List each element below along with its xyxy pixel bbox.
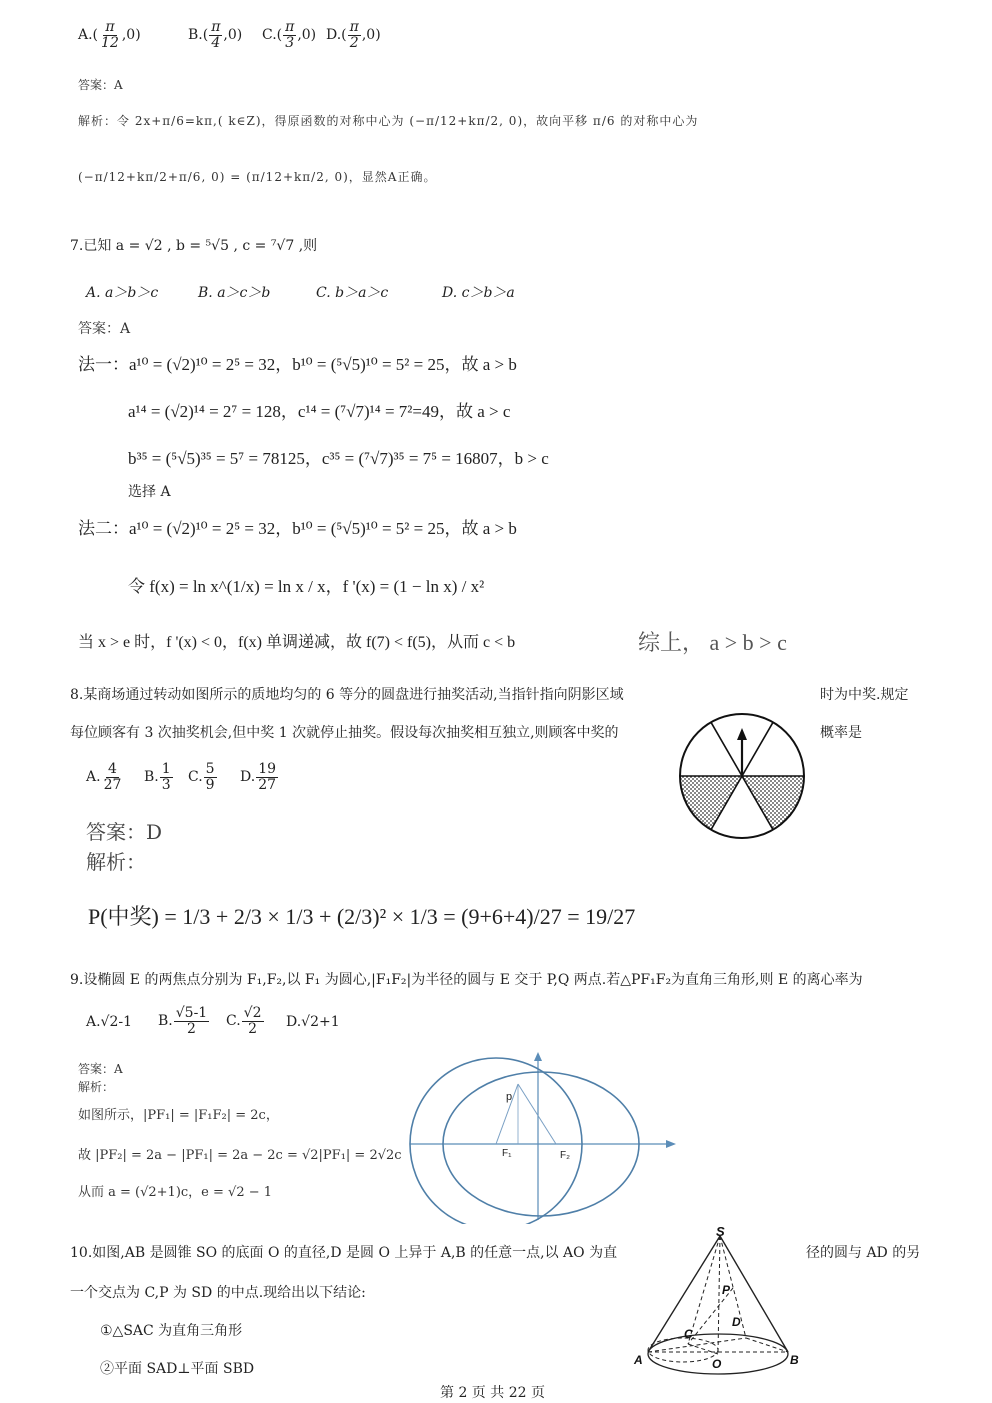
q6-option-b: B.( $\frac{\pi}{4}$ ,0): [188, 19, 243, 51]
q7-method1-line1: 法一：a¹⁰ = (√2)¹⁰ = 2⁵ = 32，b¹⁰ = (⁵√5)¹⁰ = 5² = 25，故 a > b: [78, 355, 517, 374]
q7-method1-line2: a¹⁴ = (√2)¹⁴ = 2⁷ = 128，c¹⁴ = (⁷√7)¹⁴ = 7²=49，故 a > c: [128, 402, 511, 421]
q8-option-c: C. $\frac{5}{9}$: [188, 761, 215, 793]
q10-label-o: O: [712, 1357, 722, 1371]
q7-option-d: D. c＞b＞a: [442, 285, 515, 301]
q8-stem-line2-end: 概率是: [820, 725, 862, 741]
q7-method2-line2: 令 f(x) = ln x^(1/x) = ln x / x，f '(x) = (1 − ln x) / x²: [128, 577, 485, 596]
q10-label-b: B: [790, 1353, 799, 1367]
q7-stem: 7.已知 a = √2 , b = ⁵√5 , c = ⁷√7 ,则: [70, 238, 318, 254]
q6-option-c: C.( $\frac{\pi}{3}$ ,0): [262, 19, 317, 51]
q8-option-b: B. $\frac{1}{3}$: [144, 761, 171, 793]
q8-analysis-label: 解析：: [86, 850, 146, 874]
q8-stem-line1: 8.某商场通过转动如图所示的质地均匀的 6 等分的圆盘进行抽奖活动,当指针指向阴影区域: [70, 687, 624, 703]
page-footer: 第 2 页 共 22 页: [440, 1385, 545, 1401]
q8-stem-line2: 每位顾客有 3 次抽奖机会,但中奖 1 次就停止抽奖。假设每次抽奖相互独立,则顾客中奖的: [70, 725, 619, 741]
q9-label-f1: F₁: [502, 1148, 512, 1159]
q10-label-a: A: [634, 1353, 643, 1367]
q9-analysis-label: 解析：: [78, 1080, 115, 1094]
q8-option-a: A. $\frac{4}{27}$: [86, 761, 122, 793]
q9-stem: 9.设椭圆 E 的两焦点分别为 F₁,F₂,以 F₁ 为圆心,|F₁F₂|为半径的圆与 E 交于 P,Q 两点.若△PF₁F₂为直角三角形,则 E 的离心率为: [70, 972, 863, 988]
q9-option-c: C. $\frac{√2}{2}$: [226, 1005, 262, 1037]
q10-stem-line2: 一个交点为 C,P 为 SD 的中点.现给出以下结论:: [70, 1285, 366, 1301]
q9-label-p: p: [506, 1091, 513, 1103]
q10-label-c: C: [684, 1327, 693, 1341]
q10-label-p: P: [722, 1283, 731, 1297]
q6-analysis-2: (−π/12+kπ/2+π/6, 0) = (π/12+kπ/2, 0)，显然A正确。: [78, 170, 437, 184]
q7-conclusion: 综上， a > b > c: [638, 630, 787, 655]
q9-option-d: D.√2+1: [286, 1014, 340, 1030]
q10-item1: ①△SAC 为直角三角形: [100, 1323, 243, 1339]
q9-line1: 如图所示，|PF₁| = |F₁F₂| = 2c，: [78, 1108, 279, 1123]
q8-shaded-sector-right: [742, 776, 804, 830]
q6-option-d: D.( $\frac{\pi}{2}$ ,0): [326, 19, 381, 51]
q10-cone-figure: [630, 1226, 802, 1382]
q10-item2: ②平面 SAD⊥平面 SBD: [100, 1361, 255, 1377]
q6-analysis-1: 解析：令 2x+π/6=kπ,( k∈Z)，得原函数的对称中心为 (−π/12+kπ/2, 0)，故向平移 π/6 的对称中心为: [78, 114, 699, 128]
q9-option-a: A.√2-1: [86, 1014, 133, 1030]
q8-formula: P(中奖) = 1/3 + 2/3 × 1/3 + (2/3)² × 1/3 = (9+6+4)/27 = 19/27: [88, 904, 636, 929]
q6-answer: 答案：A: [78, 78, 123, 92]
q7-option-c: C. b＞a＞c: [316, 285, 389, 301]
q9-ellipse-figure: [400, 1050, 684, 1224]
q7-method2-line1: 法二：a¹⁰ = (√2)¹⁰ = 2⁵ = 32，b¹⁰ = (⁵√5)¹⁰ = 5² = 25，故 a > b: [78, 519, 517, 538]
q9-label-f2: F₂: [560, 1150, 570, 1161]
q7-option-a: A. a＞b＞c: [86, 285, 159, 301]
q10-stem-line1-end: 径的圆与 AD 的另: [806, 1245, 921, 1261]
q6-option-a: A.( $\frac{\pi}{12}$ ,0): [78, 19, 141, 51]
q8-shaded-sector-left: [680, 776, 742, 830]
q7-method1-line3: b³⁵ = (⁵√5)³⁵ = 5⁷ = 78125，c³⁵ = (⁷√7)³⁵ = 7⁵ = 16807，b > c: [128, 449, 549, 468]
q9-line3: 从而 a = (√2+1)c，e = √2 − 1: [78, 1185, 273, 1200]
q8-answer: 答案：D: [86, 820, 163, 844]
q9-option-b: B. $\frac{√5-1}{2}$: [158, 1005, 208, 1037]
q10-stem-line1: 10.如图,AB 是圆锥 SO 的底面 O 的直径,D 是圆 O 上异于 A,B 的任意一点,以 AO 为直: [70, 1245, 618, 1261]
q10-label-d: D: [732, 1315, 741, 1329]
q7-method1-choose: 选择 A: [128, 484, 171, 500]
q8-option-d: D. $\frac{19}{27}$: [240, 761, 277, 793]
q8-spinner-figure: [676, 710, 808, 842]
q9-answer: 答案：A: [78, 1062, 123, 1076]
q10-label-s: S: [716, 1226, 725, 1239]
q9-line2: 故 |PF₂| = 2a − |PF₁| = 2a − 2c = √2|PF₁| = 2√2c: [78, 1148, 402, 1163]
q7-option-b: B. a＞c＞b: [198, 285, 271, 301]
q9-circle: [410, 1058, 582, 1224]
q7-answer: 答案：A: [78, 321, 131, 337]
q8-stem-line1-end: 时为中奖.规定: [820, 687, 909, 703]
q7-method2-line3: 当 x > e 时，f '(x) < 0，f(x) 单调递减，故 f(7) < f(5)，从而 c < b: [78, 634, 516, 651]
